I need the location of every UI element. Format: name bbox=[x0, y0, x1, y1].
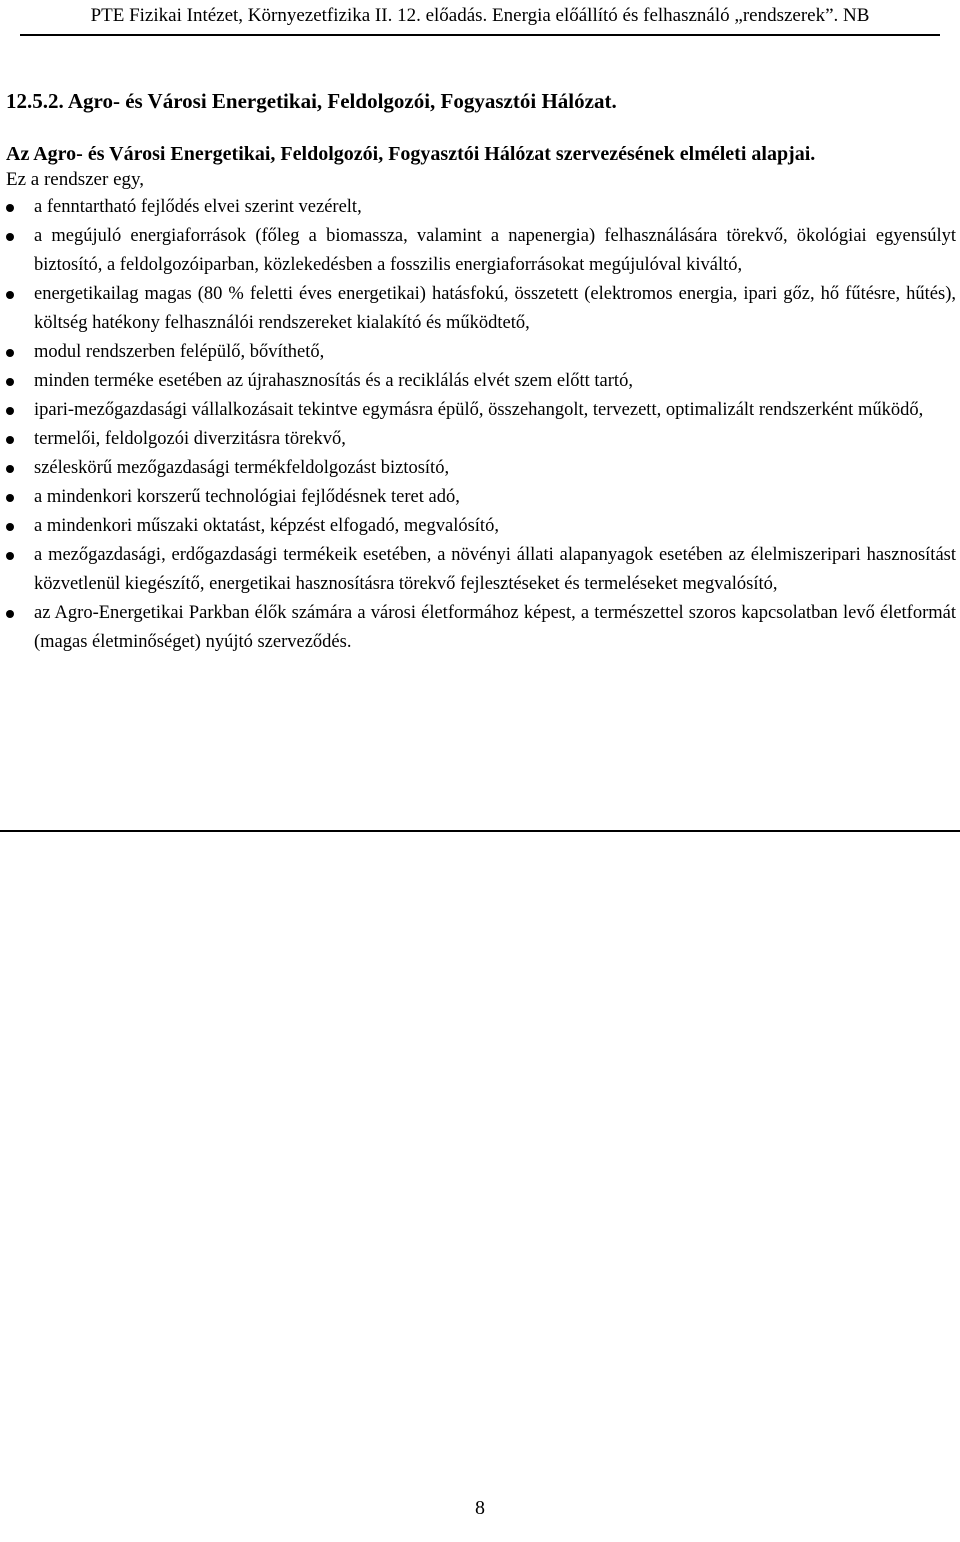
list-item-text: termelői, feldolgozói diverzitásra törekvő, bbox=[34, 429, 346, 449]
list-item-text: a megújuló energiaforrások (főleg a biomassza, valamint a napenergia) felhasználására törekvő, ökológiai egyensúlyt biztosító, a feldolgozóiparban, közlekedésben a fosszilis energiaforrásokat megújulóval kiváltó, bbox=[34, 226, 956, 275]
section-title: 12.5.2. Agro- és Városi Energetikai, Feldolgozói, Fogyasztói Hálózat. bbox=[6, 89, 617, 113]
list-item-text: széleskörű mezőgazdasági termékfeldolgozást biztosító, bbox=[34, 458, 450, 478]
bullet-icon bbox=[6, 436, 14, 444]
list-item-text: a mindenkori műszaki oktatást, képzést elfogadó, megvalósító, bbox=[34, 516, 499, 536]
document-body bbox=[6, 88, 956, 657]
footer-rule bbox=[0, 830, 960, 832]
list-item-text: minden terméke esetében az újrahasznosítás és a reciklálás elvét szem előtt tartó, bbox=[34, 371, 633, 391]
bullet-icon bbox=[6, 233, 14, 241]
list-item-text: a mezőgazdasági, erdőgazdasági termékeik esetében, a növényi állati alapanyagok esetében az élelmiszeripari hasznosítást közvetlenül kiegészítő, energetikai hasznosításra törekvő fejlesztéseket és termeléseket megvalósító, bbox=[34, 545, 956, 594]
list-item-text: az Agro-Energetikai Parkban élők számára a városi életformához képest, a természettel szoros kapcsolatban levő életformát (magas életminőséget) nyújtó szerveződés. bbox=[34, 603, 956, 652]
list-item bbox=[6, 454, 956, 483]
list-item bbox=[6, 425, 956, 454]
list-item-text: energetikailag magas (80 % feletti éves energetikai) hatásfokú, összetett (elektromos energia, ipari gőz, hő fűtésre, hűtés), költség hatékony felhasználói rendszereket kialakító és működtető, bbox=[34, 284, 956, 333]
bullet-icon bbox=[6, 494, 14, 502]
intro-text: Ez a rendszer egy, bbox=[6, 169, 145, 190]
list-item-text: modul rendszerben felépülő, bővíthető, bbox=[34, 342, 325, 362]
list-item bbox=[6, 599, 956, 657]
page-header bbox=[20, 4, 940, 36]
header-text: PTE Fizikai Intézet, Környezetfizika II. 12. előadás. Energia előállító és felhasználó „rendszerek”. NB bbox=[90, 5, 870, 26]
section-subtitle: Az Agro- és Városi Energetikai, Feldolgozói, Fogyasztói Hálózat szervezésének elméleti alapjai. bbox=[6, 143, 816, 165]
bullet-icon bbox=[6, 204, 14, 212]
bullet-icon bbox=[6, 552, 14, 560]
list-item bbox=[6, 280, 956, 338]
list-item bbox=[6, 367, 956, 396]
list-item bbox=[6, 512, 956, 541]
list-item-text: ipari-mezőgazdasági vállalkozásait tekintve egymásra épülő, összehangolt, tervezett, optimalizált rendszerként működő, bbox=[34, 400, 924, 420]
list-item bbox=[6, 222, 956, 280]
page-number: 8 bbox=[475, 1497, 485, 1519]
list-item-text: a fenntartható fejlődés elvei szerint vezérelt, bbox=[34, 197, 362, 217]
bullet-list bbox=[6, 193, 956, 657]
bullet-icon bbox=[6, 407, 14, 415]
bullet-icon bbox=[6, 523, 14, 531]
list-item bbox=[6, 193, 956, 222]
list-item bbox=[6, 541, 956, 599]
bullet-icon bbox=[6, 349, 14, 357]
bullet-icon bbox=[6, 291, 14, 299]
bullet-icon bbox=[6, 465, 14, 473]
list-item bbox=[6, 396, 956, 425]
list-item bbox=[6, 483, 956, 512]
bullet-icon bbox=[6, 610, 14, 618]
list-item-text: a mindenkori korszerű technológiai fejlődésnek teret adó, bbox=[34, 487, 460, 507]
list-item bbox=[6, 338, 956, 367]
bullet-icon bbox=[6, 378, 14, 386]
